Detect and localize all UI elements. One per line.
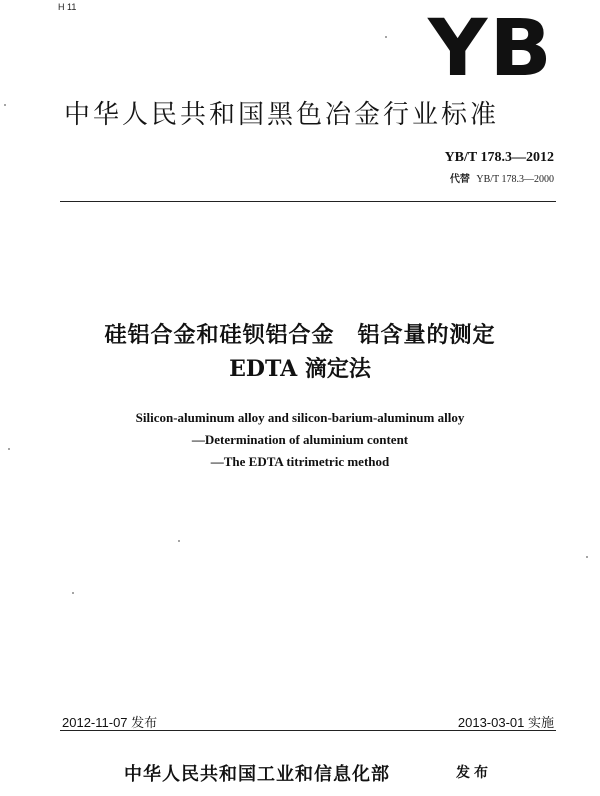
classification-code: H 11: [58, 2, 77, 12]
scan-speck: [385, 36, 387, 38]
chinese-title-line-1: 硅铝合金和硅钡铝合金 铝含量的测定: [104, 323, 496, 348]
standard-number: YB/T 178.3—2012: [444, 150, 554, 165]
replaces-number: YB/T 178.3—2000: [476, 174, 554, 185]
scan-speck: [4, 104, 6, 106]
issuing-authority: 中华人民共和国工业和信息化部: [124, 764, 390, 785]
replaces-line: [450, 170, 554, 185]
replaces-label: 代替: [449, 174, 470, 185]
standard-type-title: 中华人民共和国黑色冶金行业标准: [64, 100, 500, 130]
scan-speck: [178, 540, 180, 542]
english-title-line-3: —The EDTA titrimetric method: [210, 454, 390, 469]
footer-divider: [60, 730, 556, 731]
english-title-line-1: Silicon-aluminum alloy and silicon-barium-aluminum alloy: [135, 410, 465, 425]
issuing-label: 发布: [456, 765, 492, 781]
english-title-line-2: —Determination of aluminium content: [191, 432, 409, 447]
scan-speck: [72, 592, 74, 594]
issue-date: 2012-11-07 发布: [62, 715, 158, 730]
yb-logo: YB: [428, 4, 554, 94]
header-divider: [60, 201, 556, 202]
scan-speck: [8, 448, 10, 450]
chinese-title-line-2: EDTA 滴定法: [229, 356, 371, 382]
implementation-date: 2013-03-01 实施: [457, 715, 554, 730]
scan-speck: [586, 556, 588, 558]
